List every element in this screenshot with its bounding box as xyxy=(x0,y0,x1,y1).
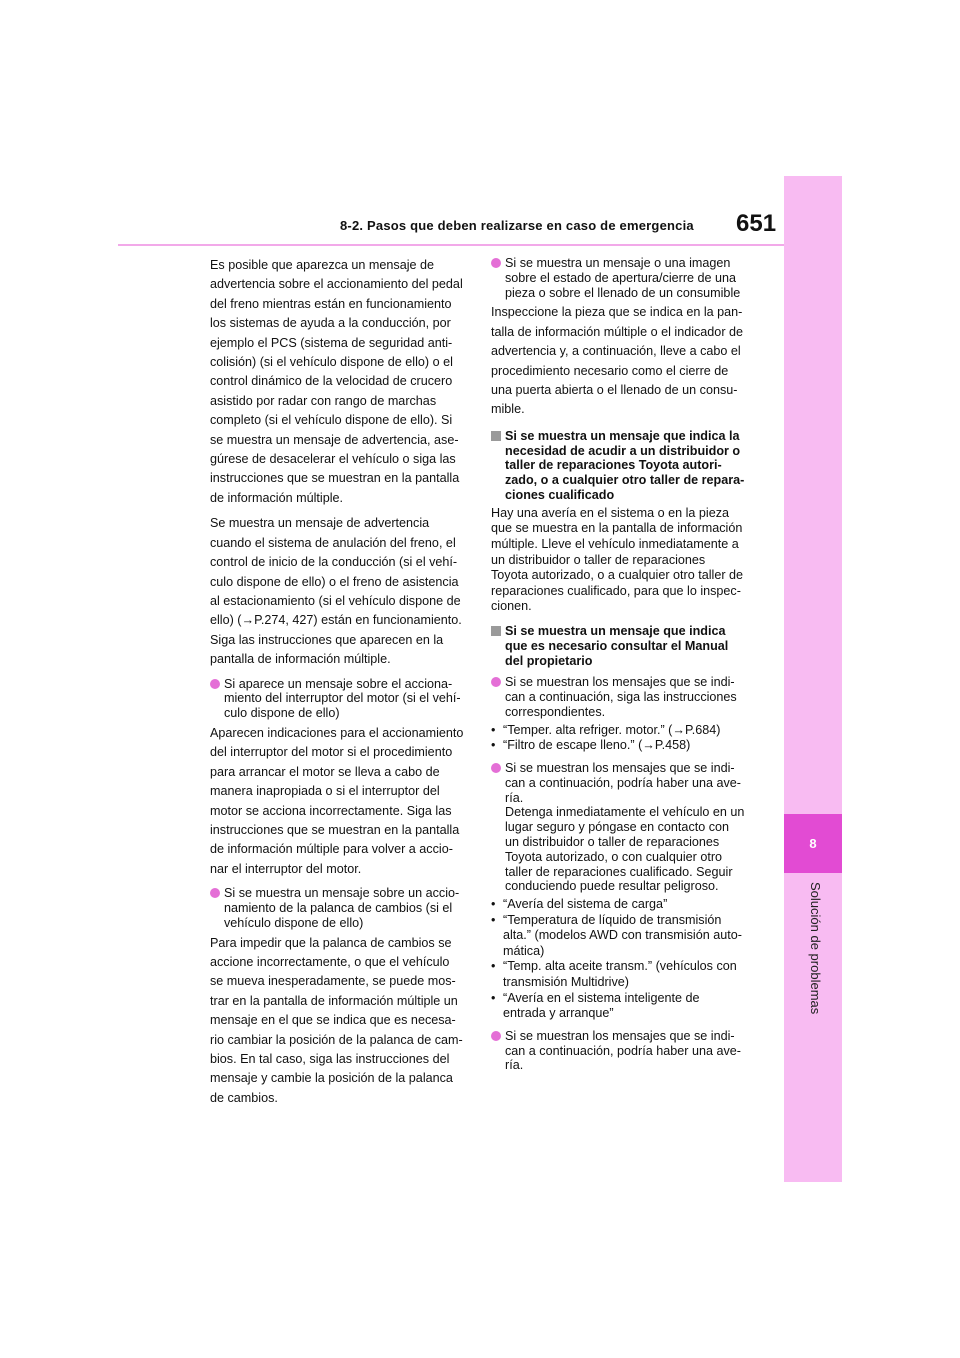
text-line: ría. xyxy=(505,790,524,805)
list-item: • “Filtro de escape lleno.” (→P.458) xyxy=(491,738,755,754)
text-line: trar en la pantalla de información múltiple un xyxy=(210,993,458,1008)
text-line: mática) xyxy=(503,943,545,958)
text-line: Aparecen indicaciones para el accionamiento xyxy=(210,725,464,740)
square-marker-icon xyxy=(491,626,501,636)
text-line: control de inicio de la conducción (si el vehí- xyxy=(210,555,458,570)
text-line: taller de reparaciones cualificado. Seguir xyxy=(505,864,733,879)
text-line: culo dispone de ello) xyxy=(224,706,340,721)
text-line: entrada y arranque” xyxy=(503,1006,614,1021)
text-line: Si se muestra un mensaje sobre un accio- xyxy=(224,886,460,901)
text-line: Inspeccione la pieza que se indica en la pan- xyxy=(491,305,743,320)
text-line: gúrese de desacelerar el vehículo o siga las xyxy=(210,452,456,467)
bullet-dot-icon xyxy=(491,258,501,268)
paragraph xyxy=(491,506,755,615)
list-item: • “Temp. alta aceite transm.” (vehículos con transmisión Multidrive) xyxy=(491,959,755,990)
list-item: • “Avería en el sistema inteligente de entrada y arranque” xyxy=(491,991,755,1022)
text-line: sobre el estado de apertura/cierre de una xyxy=(505,270,737,285)
bullet-item xyxy=(491,1029,755,1073)
text-line: Si aparece un mensaje sobre el acciona- xyxy=(224,676,453,691)
text-line: una puerta abierta o el llenado de un consu- xyxy=(491,383,738,398)
text-line: asistido por radar con rango de marchas xyxy=(210,393,437,408)
text-line: rio cambiar la posición de la palanca de cam- xyxy=(210,1032,463,1047)
text-line: “Avería del sistema de carga” xyxy=(503,897,668,912)
text-line: bios. En tal caso, siga las instrucciones del xyxy=(210,1052,450,1066)
bullet-item xyxy=(491,675,755,719)
bullet-dot-icon xyxy=(491,763,501,773)
text-line: correspondientes. xyxy=(505,704,606,719)
bullet-dot-icon xyxy=(491,1031,501,1041)
text-line: los sistemas de ayuda a la conducción, por xyxy=(210,316,451,331)
text-line: “Filtro de escape lleno.” (→P.458) xyxy=(503,738,691,753)
header-divider xyxy=(118,244,784,246)
text-line: que es necesario consultar el Manual xyxy=(505,638,729,653)
text-line: Si se muestran los mensajes que se indi- xyxy=(505,760,735,775)
text-line: can a continuación, podría haber una ave- xyxy=(505,775,741,790)
subheading xyxy=(491,624,755,668)
text-line: can a continuación, podría haber una ave- xyxy=(505,1043,741,1058)
text-line: Si se muestran los mensajes que se indi- xyxy=(505,675,735,690)
paragraph xyxy=(210,724,468,879)
bullet-dot-icon xyxy=(210,888,220,898)
text-line: manera inapropiada o si el interruptor del xyxy=(210,784,440,799)
text-line: Si se muestra un mensaje que indica la xyxy=(505,428,740,443)
text-line: nar el interruptor del motor. xyxy=(210,861,362,876)
list-item: • “Temperatura de líquido de transmisión alta.” (modelos AWD con transmisión auto- mática) xyxy=(491,913,755,960)
text-line: control dinámico de la velocidad de crucero xyxy=(210,374,453,389)
text-line: Para impedir que la palanca de cambios se xyxy=(210,935,452,950)
list-item: • “Avería del sistema de carga” xyxy=(491,897,755,913)
list-item: • “Temper. alta refriger. motor.” (→P.684) xyxy=(491,723,755,739)
page-number: 651 xyxy=(736,210,777,237)
paragraph xyxy=(210,256,468,508)
text-line: múltiple. Lleve el vehículo inmediatamente a xyxy=(491,537,739,551)
text-line: cuando el sistema de anulación del freno, el xyxy=(210,535,456,550)
text-line: Es posible que aparezca un mensaje de xyxy=(210,258,435,272)
text-line: instrucciones que se muestran en la pantalla xyxy=(210,471,460,486)
text-line: vehículo dispone de ello) xyxy=(224,915,364,930)
text-line: conduciendo puede resultar peligroso. xyxy=(505,879,719,894)
text-line: can a continuación, siga las instrucciones xyxy=(505,690,737,705)
text-line: accione incorrectamente, o que el vehículo xyxy=(210,954,450,969)
text-line: ello) (→P.274, 427) están en funcionamiento. xyxy=(210,613,462,628)
right-column xyxy=(491,256,755,1076)
text-line: advertencia y, a continuación, lleve a cabo el xyxy=(491,344,741,359)
text-line: un distribuidor o taller de reparaciones xyxy=(505,834,720,849)
text-line: Si se muestra un mensaje que indica xyxy=(505,623,726,638)
chapter-label: Solución de problemas xyxy=(808,882,823,1015)
text-line: se mueva inesperadamente, se puede mos- xyxy=(210,974,456,989)
text-line: Toyota autorizado, o a cualquier otro taller de xyxy=(491,568,744,583)
square-marker-icon xyxy=(491,431,501,441)
text-line: reparaciones cualificado, para que lo inspec- xyxy=(491,583,741,598)
text-line: de cambios. xyxy=(210,1090,278,1105)
text-line: Toyota autorizado, o con cualquier otro xyxy=(505,849,723,864)
text-line: instrucciones que se muestran en la pantalla xyxy=(210,822,460,837)
text-line: necesidad de acudir a un distribuidor o xyxy=(505,443,741,458)
text-line: de información múltiple. xyxy=(210,490,343,505)
text-line: “Avería en el sistema inteligente de xyxy=(503,990,700,1005)
bullet-dot-icon xyxy=(491,677,501,687)
paragraph xyxy=(210,934,468,1109)
text-line: un distribuidor o taller de reparaciones xyxy=(491,552,706,567)
text-line: miento del interruptor del motor (si el vehí- xyxy=(224,691,461,706)
bullet-item xyxy=(210,886,468,930)
text-line: culo dispone de ello) o el freno de asistencia xyxy=(210,574,459,589)
text-line: Si se muestra un mensaje o una imagen xyxy=(505,256,731,270)
text-line: alta.” (modelos AWD con transmisión auto- xyxy=(503,928,742,943)
text-line: talla de información múltiple o el indicador de xyxy=(491,324,744,339)
text-line: mible. xyxy=(491,402,525,417)
text-line: de información múltiple para volver a accio- xyxy=(210,842,453,857)
text-line: zado, o a cualquier otro taller de repara- xyxy=(505,473,745,488)
bullet-item xyxy=(491,256,755,300)
bullet-dot-icon xyxy=(210,679,220,689)
text-line: procedimiento necesario como el cierre de xyxy=(491,363,729,378)
text-line: del propietario xyxy=(505,653,593,668)
text-line: “Temp. alta aceite transm.” (vehículos con xyxy=(503,959,737,974)
text-line: completo (si el vehículo dispone de ello). Si xyxy=(210,413,453,428)
text-line: taller de reparaciones Toyota autori- xyxy=(505,458,722,473)
left-column xyxy=(210,256,468,1114)
text-line: transmisión Multidrive) xyxy=(503,975,629,990)
text-line: pieza o sobre el llenado de un consumible xyxy=(505,285,741,300)
text-line: “Temperatura de líquido de transmisión xyxy=(503,912,722,927)
text-line: ciones cualificado xyxy=(505,488,615,503)
chapter-number-tab: 8 xyxy=(784,814,842,873)
text-line: Se muestra un mensaje de advertencia xyxy=(210,516,430,531)
text-line: al estacionamiento (si el vehículo dispone de xyxy=(210,593,461,608)
text-line: ría. xyxy=(505,1058,524,1073)
text-line: Hay una avería en el sistema o en la pieza xyxy=(491,505,730,520)
text-line: ejemplo el PCS (sistema de seguridad anti- xyxy=(210,335,453,350)
text-line: pantalla de información múltiple. xyxy=(210,652,391,667)
text-line: Siga las instrucciones que aparecen en la xyxy=(210,632,444,647)
bullet-item xyxy=(491,761,755,894)
text-line: lugar seguro y póngase en contacto con xyxy=(505,820,730,835)
text-line: cionen. xyxy=(491,599,532,614)
text-line: mensaje y cambie la posición de la palanca xyxy=(210,1071,453,1086)
subheading xyxy=(491,429,755,503)
text-line: motor se acciona incorrectamente. Siga las xyxy=(210,803,452,818)
text-line: Si se muestran los mensajes que se indi- xyxy=(505,1028,735,1043)
paragraph xyxy=(491,303,755,419)
text-line: que se muestra en la pantalla de información xyxy=(491,521,743,536)
paragraph xyxy=(210,514,468,669)
text-line: Detenga inmediatamente el vehículo en un xyxy=(505,805,745,820)
text-line: del freno mientras están en funcionamiento xyxy=(210,296,452,311)
text-line: del interruptor del motor si el procedimiento xyxy=(210,745,453,760)
section-title: 8-2. Pasos que deben realizarse en caso de emergencia xyxy=(340,218,694,233)
text-line: se muestra un mensaje de advertencia, ase- xyxy=(210,432,459,447)
text-line: advertencia sobre el accionamiento del pedal xyxy=(210,277,463,292)
text-line: para arrancar el motor se lleva a cabo de xyxy=(210,764,440,779)
text-line: colisión) (si el vehículo dispone de ello) o el xyxy=(210,355,453,370)
text-line: “Temper. alta refriger. motor.” (→P.684) xyxy=(503,722,721,737)
text-line: namiento de la palanca de cambios (si el xyxy=(224,900,453,915)
text-line: mensaje en el que se indica que es necesa- xyxy=(210,1013,456,1028)
bullet-item xyxy=(210,677,468,721)
